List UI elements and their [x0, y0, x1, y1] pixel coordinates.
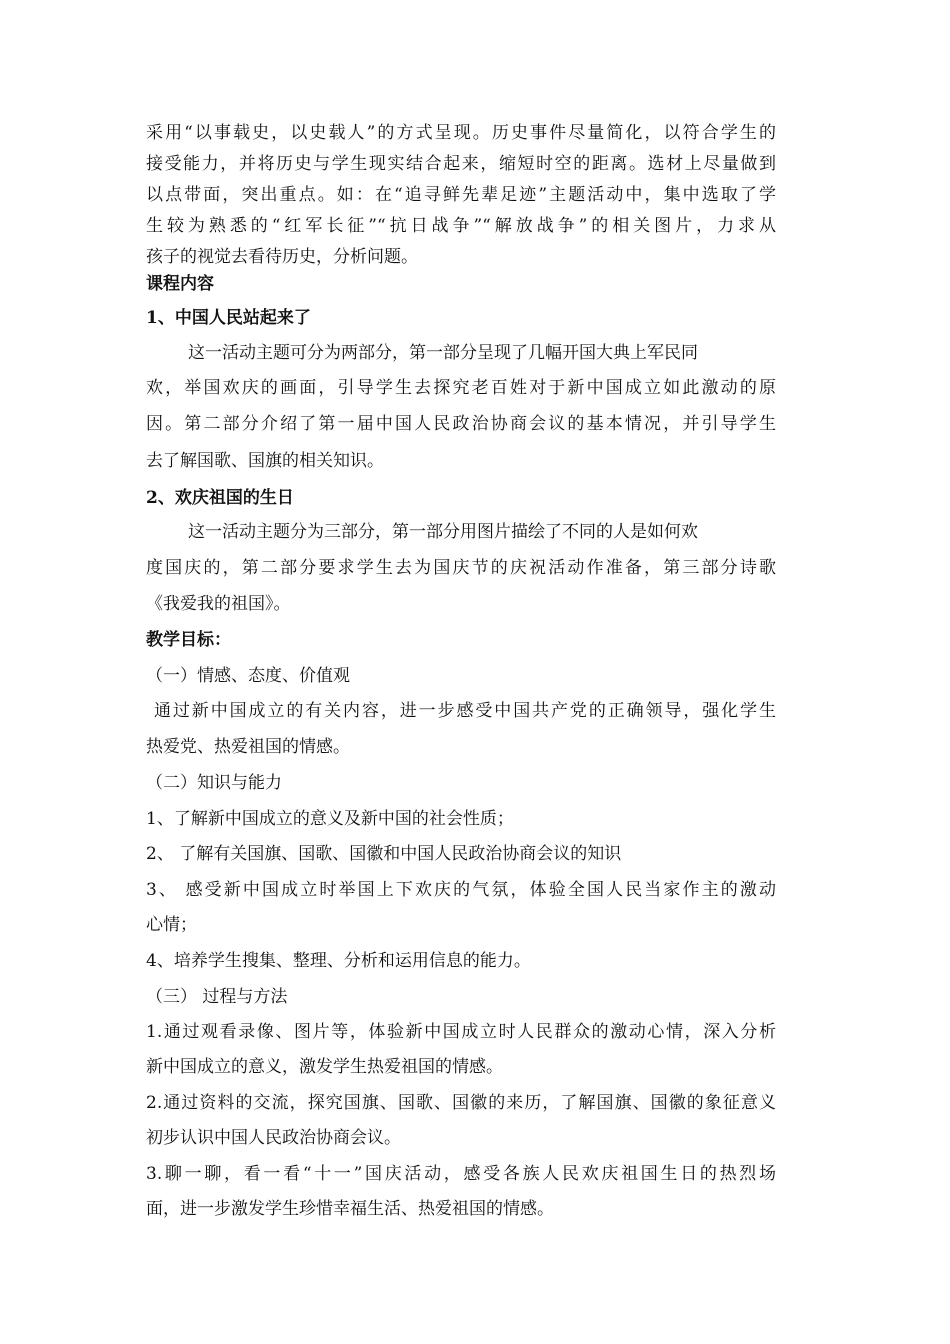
- intro-line: 以点带面，突出重点。如：在“追寻鲜先辈足迹”主题活动中，集中选取了学: [146, 185, 776, 205]
- section1-title: 1、中国人民站起来了: [146, 308, 311, 328]
- goal3-item: 新中国成立的意义，激发学生热爱祖国的情感。: [146, 1057, 503, 1077]
- goal3-item: 面，进一步激发学生珍惜幸福生活、热爱祖国的情感。: [146, 1199, 554, 1219]
- course-heading: 课程内容: [146, 274, 214, 294]
- section1-line: 这一活动主题可分为两部分，第一部分呈现了几幅开国大典上军民同: [188, 343, 698, 363]
- goal3-item: 2.通过资料的交流，探究国旗、国歌、国徽的来历，了解国旗、国徽的象征意义: [146, 1093, 776, 1113]
- section1-line: 因。第二部分介绍了第一届中国人民政治协商会议的基本情况，并引导学生: [146, 414, 776, 434]
- intro-line: 采用“以事载史，以史载人”的方式呈现。历史事件尽量简化，以符合学生的: [146, 123, 776, 143]
- section2-line: 《我爱我的祖国》。: [146, 594, 291, 614]
- goal1-line: 热爱党、热爱祖国的情感。: [146, 737, 350, 757]
- section2-line: 度国庆的，第二部分要求学生去为国庆节的庆祝活动作准备，第三部分诗歌: [146, 558, 776, 578]
- intro-line: 孩子的视觉去看待历史，分析问题。: [146, 247, 418, 267]
- goal2-item: 2、 了解有关国旗、国歌、国徽和中国人民政治协商会议的知识: [146, 844, 622, 864]
- goal2-item: 1、了解新中国成立的意义及新中国的社会性质；: [146, 809, 514, 829]
- section2-title: 2、欢庆祖国的生日: [146, 488, 294, 508]
- goal3-item: 1.通过观看录像、图片等，体验新中国成立时人民群众的激动心情，深入分析: [146, 1022, 776, 1042]
- section1-line: 欢，举国欢庆的画面，引导学生去探究老百姓对于新中国成立如此激动的原: [146, 378, 776, 398]
- goal3-title: （三） 过程与方法: [146, 987, 288, 1007]
- section2-line: 这一活动主题分为三部分，第一部分用图片描绘了不同的人是如何欢: [188, 522, 698, 542]
- goals-heading: 教学目标：: [146, 630, 231, 650]
- goal2-item: 4、培养学生搜集、整理、分析和运用信息的能力。: [146, 951, 531, 971]
- goal1-title: （一）情感、态度、价值观: [146, 666, 350, 686]
- goal2-item: 心情；: [146, 915, 197, 935]
- goal2-title: （二）知识与能力: [146, 773, 282, 793]
- goal3-item: 初步认识中国人民政治协商会议。: [146, 1128, 401, 1148]
- section1-line: 去了解国歌、国旗的相关知识。: [146, 451, 384, 471]
- intro-line: 生较为熟悉的“红军长征”“抗日战争”“解放战争”的相关图片，力求从: [146, 216, 776, 236]
- goal3-item: 3.聊一聊，看一看“十一”国庆活动，感受各族人民欢庆祖国生日的热烈场: [146, 1164, 776, 1184]
- goal1-line: 通过新中国成立的有关内容，进一步感受中国共产党的正确领导，强化学生: [154, 701, 776, 721]
- goal2-item: 3、 感受新中国成立时举国上下欢庆的气氛，体验全国人民当家作主的激动: [146, 880, 776, 900]
- intro-line: 接受能力，并将历史与学生现实结合起来，缩短时空的距离。选材上尽量做到: [146, 154, 776, 174]
